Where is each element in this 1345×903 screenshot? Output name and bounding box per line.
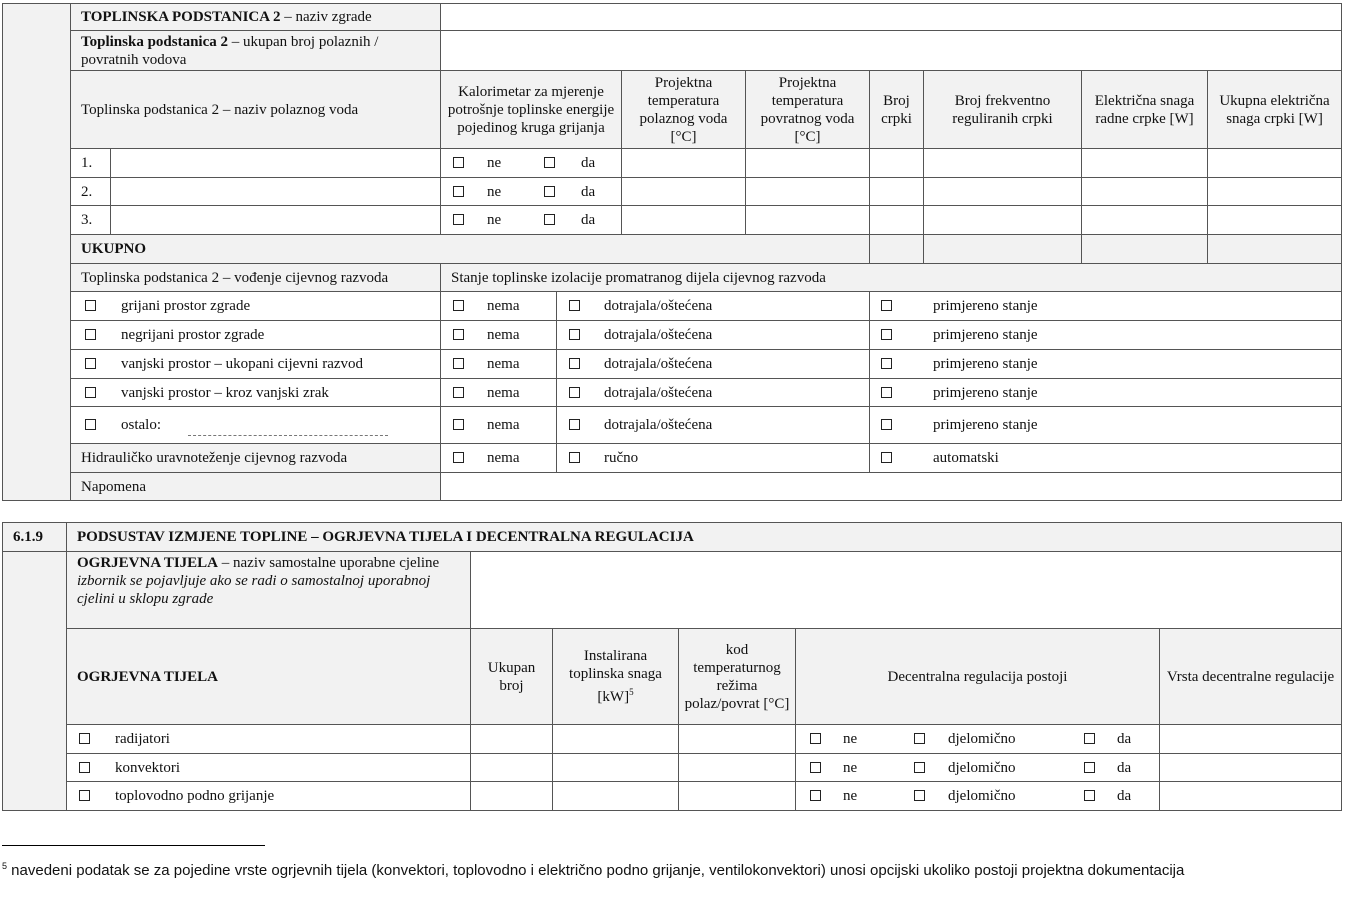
other-input-line[interactable] — [188, 435, 388, 436]
circuit-name-input[interactable] — [110, 177, 441, 207]
row-number-text: 3. — [81, 212, 93, 228]
option-label: dotrajala/oštećena — [604, 356, 713, 372]
option-label: ne — [843, 731, 858, 747]
header-text: Kalorimetar za mjerenje potrošnje toplinske energije pojedinog kruga grijanja — [447, 83, 615, 136]
insulation-damaged[interactable] — [556, 349, 870, 379]
label-text: Napomena — [81, 478, 146, 495]
checkbox[interactable] — [810, 733, 821, 744]
section-gutter — [2, 551, 67, 811]
checkbox[interactable] — [453, 387, 464, 398]
building-name-input[interactable] — [440, 3, 1342, 31]
note-label — [70, 472, 441, 501]
checkbox[interactable] — [453, 157, 464, 168]
checkbox[interactable] — [85, 419, 96, 430]
checkbox[interactable] — [1084, 762, 1095, 773]
footnote-divider — [2, 845, 265, 846]
option-label: toplovodno podno grijanje — [115, 788, 275, 804]
checkbox[interactable] — [85, 358, 96, 369]
hydraulic-option-manual[interactable] — [556, 443, 870, 473]
supply-temp-input[interactable] — [621, 148, 746, 178]
row-number — [70, 205, 111, 235]
option-label: da — [1117, 760, 1132, 776]
header-return-temp — [745, 70, 870, 149]
checkbox[interactable] — [810, 762, 821, 773]
hydraulic-label — [70, 443, 441, 473]
option-label: radijatori — [115, 731, 170, 747]
checkbox[interactable] — [569, 300, 580, 311]
header-decentral — [795, 628, 1160, 725]
option-label: ručno — [604, 450, 639, 466]
header-temp-regime — [678, 628, 796, 725]
note-input[interactable] — [440, 472, 1342, 501]
option-label: grijani prostor zgrade — [121, 298, 251, 314]
header-decentral-type — [1159, 628, 1342, 725]
label-rest: – naziv zgrade — [280, 9, 372, 25]
total-pump-count[interactable] — [869, 234, 924, 264]
checkbox[interactable] — [544, 186, 555, 197]
header-freq-pumps — [923, 70, 1082, 149]
checkbox[interactable] — [914, 790, 925, 801]
checkbox[interactable] — [1084, 790, 1095, 801]
checkbox[interactable] — [914, 762, 925, 773]
header-text: Broj crpki — [881, 92, 912, 127]
insulation-header — [440, 263, 1342, 292]
checkbox[interactable] — [881, 329, 892, 340]
header-text: Toplinska podstanica 2 – naziv polaznog voda — [81, 101, 359, 118]
insulation-ok[interactable] — [869, 320, 1342, 350]
header-text: Broj frekventno reguliranih crpki — [952, 92, 1053, 127]
label-bold: TOPLINSKA PODSTANICA 2 — [81, 9, 281, 25]
insulation-none[interactable] — [440, 349, 557, 379]
heating-bodies-header — [66, 628, 471, 725]
option-label: primjereno stanje — [933, 327, 1038, 343]
section-title — [66, 522, 1342, 552]
checkbox[interactable] — [85, 387, 96, 398]
option-label: djelomično — [948, 788, 1016, 804]
count-input[interactable] — [470, 781, 553, 811]
row-number-text: 2. — [81, 184, 93, 200]
header-supply-temp — [621, 70, 746, 149]
option-label: nema — [487, 356, 520, 372]
option-label: automatski — [933, 450, 999, 466]
row-number — [70, 177, 111, 207]
option-label: primjereno stanje — [933, 298, 1038, 314]
option-label: vanjski prostor – ukopani cijevni razvod — [121, 356, 364, 372]
option-label: primjereno stanje — [933, 384, 1038, 401]
header-text: Instalirana toplinska snaga [kW] — [569, 648, 662, 705]
option-label: ne — [487, 184, 502, 200]
option-label: ne — [487, 212, 502, 228]
header-text: Stanje toplinske izolacije promatranog dijela cijevnog razvoda — [451, 269, 826, 286]
header-text: Toplinska podstanica 2 – vođenje cijevnog razvoda — [81, 269, 389, 286]
unit-name-select[interactable] — [470, 551, 1342, 629]
circuit-name-input[interactable] — [110, 205, 441, 235]
circuit-name-header — [70, 70, 441, 149]
total-pump-power[interactable] — [1081, 234, 1208, 264]
option-label: da — [581, 212, 596, 228]
temp-regime-input[interactable] — [678, 781, 796, 811]
freq-pumps-input[interactable] — [923, 205, 1082, 235]
routing-option[interactable] — [70, 378, 441, 407]
header-pump-power — [1081, 70, 1208, 149]
total-power[interactable] — [1207, 234, 1342, 264]
temp-regime-input[interactable] — [678, 724, 796, 754]
calorimeter-options[interactable] — [440, 177, 622, 207]
header-power — [552, 628, 679, 725]
row-number — [70, 148, 111, 178]
hydraulic-option-none[interactable] — [440, 443, 557, 473]
option-label: ne — [843, 788, 858, 804]
power-input[interactable] — [552, 781, 679, 811]
checkbox[interactable] — [453, 452, 464, 463]
option-label: dotrajala/oštećena — [604, 327, 713, 343]
header-total-power — [1207, 70, 1342, 149]
insulation-ok[interactable] — [869, 406, 1342, 444]
count-input[interactable] — [470, 724, 553, 754]
circuit-name-input[interactable] — [110, 148, 441, 178]
return-temp-input[interactable] — [745, 177, 870, 207]
heating-body-option[interactable] — [66, 724, 471, 754]
total-power-input[interactable] — [1207, 205, 1342, 235]
insulation-none[interactable] — [440, 291, 557, 321]
checkbox[interactable] — [881, 300, 892, 311]
supply-temp-input[interactable] — [621, 205, 746, 235]
header-calorimeter — [440, 70, 622, 149]
footnote — [2, 855, 1302, 882]
header-text: Projektna temperatura polaznog voda [°C] — [639, 74, 728, 145]
option-label: djelomično — [948, 760, 1016, 776]
checkbox[interactable] — [569, 329, 580, 340]
option-label: dotrajala/oštećena — [604, 298, 713, 314]
header-count — [470, 628, 553, 725]
routing-option[interactable] — [70, 349, 441, 379]
pump-power-input[interactable] — [1081, 205, 1208, 235]
checkbox[interactable] — [85, 300, 96, 311]
return-temp-input[interactable] — [745, 148, 870, 178]
checkbox[interactable] — [453, 419, 464, 430]
power-input[interactable] — [552, 724, 679, 754]
checkbox[interactable] — [79, 733, 90, 744]
freq-pumps-input[interactable] — [923, 177, 1082, 207]
checkbox[interactable] — [544, 214, 555, 225]
section-gutter — [2, 3, 71, 501]
total-freq-pumps[interactable] — [923, 234, 1082, 264]
option-label: primjereno stanje — [933, 417, 1038, 433]
header-text: OGRJEVNA TIJELA — [77, 668, 219, 685]
label-hint: izbornik se pojavljuje ako se radi o samostalnoj uporabnoj cjelini u sklopu zgrade — [77, 573, 431, 607]
checkbox[interactable] — [881, 387, 892, 398]
heating-body-option[interactable] — [66, 781, 471, 811]
routing-header — [70, 263, 441, 292]
insulation-damaged[interactable] — [556, 320, 870, 350]
checkbox[interactable] — [881, 358, 892, 369]
insulation-none[interactable] — [440, 378, 557, 407]
routing-option[interactable] — [70, 320, 441, 350]
checkbox[interactable] — [1084, 733, 1095, 744]
option-label: vanjski prostor – kroz vanjski zrak — [121, 384, 329, 401]
option-label: da — [581, 155, 596, 171]
option-label: konvektori — [115, 760, 180, 776]
checkbox[interactable] — [569, 358, 580, 369]
option-label: primjereno stanje — [933, 356, 1038, 372]
checkbox[interactable] — [453, 300, 464, 311]
option-label: da — [581, 184, 596, 200]
total-row-label — [70, 234, 870, 264]
option-label: nema — [487, 327, 520, 343]
freq-pumps-input[interactable] — [923, 148, 1082, 178]
insulation-ok[interactable] — [869, 291, 1342, 321]
decentral-type-input[interactable] — [1159, 753, 1342, 783]
footnote-mark: 5 — [2, 861, 8, 871]
checkbox[interactable] — [544, 157, 555, 168]
checkbox[interactable] — [569, 419, 580, 430]
decentral-type-input[interactable] — [1159, 724, 1342, 754]
label-bold: OGRJEVNA TIJELA — [77, 555, 219, 571]
decentral-options[interactable] — [795, 781, 1160, 811]
count-input[interactable] — [470, 753, 553, 783]
option-label: ostalo: — [121, 417, 161, 433]
option-label: nema — [487, 417, 520, 433]
calorimeter-options[interactable] — [440, 148, 622, 178]
option-label: nema — [487, 384, 520, 401]
header-text: Vrsta decentralne regulacije — [1166, 668, 1335, 685]
decentral-options[interactable] — [795, 724, 1160, 754]
section-number-text: 6.1.9 — [13, 529, 43, 545]
header-text: Električna snaga radne crpke [W] — [1094, 92, 1195, 127]
total-label: UKUPNO — [81, 241, 146, 257]
checkbox[interactable] — [569, 387, 580, 398]
checkbox[interactable] — [569, 452, 580, 463]
insulation-damaged[interactable] — [556, 378, 870, 407]
option-label: djelomično — [948, 731, 1016, 747]
footnote-text: navedeni podatak se za pojedine vrste ogrjevnih tijela (konvektori, toplovodno i električno podno grijanje, ventilokonvektori) unosi opcijski ukoliko postoji projektna dokumentacija — [7, 862, 1185, 879]
header-text: Projektna temperatura povratnog voda [°C] — [760, 74, 855, 145]
return-temp-input[interactable] — [745, 205, 870, 235]
option-label: nema — [487, 450, 520, 466]
routing-option[interactable] — [70, 406, 441, 444]
option-label: ne — [843, 760, 858, 776]
supply-temp-input[interactable] — [621, 177, 746, 207]
checkbox[interactable] — [914, 733, 925, 744]
pump-count-input[interactable] — [869, 205, 924, 235]
insulation-damaged[interactable] — [556, 406, 870, 444]
option-label: da — [1117, 731, 1132, 747]
checkbox[interactable] — [79, 762, 90, 773]
total-power-input[interactable] — [1207, 177, 1342, 207]
option-label: negrijani prostor zgrade — [121, 327, 265, 343]
section-number — [2, 522, 67, 552]
insulation-damaged[interactable] — [556, 291, 870, 321]
header-text: Ukupan broj — [487, 659, 536, 694]
header-text: Ukupna električna snaga crpki [W] — [1219, 92, 1330, 127]
checkbox[interactable] — [453, 329, 464, 340]
checkbox[interactable] — [453, 358, 464, 369]
insulation-ok[interactable] — [869, 378, 1342, 407]
footnote-ref: 5 — [629, 687, 634, 697]
unit-name-label — [66, 551, 471, 629]
checkbox[interactable] — [881, 452, 892, 463]
pump-count-input[interactable] — [869, 177, 924, 207]
option-label: dotrajala/oštećena — [604, 417, 713, 433]
label-rest: – ukupan broj polaznih / povratnih vodova — [81, 33, 379, 68]
option-label: ne — [487, 155, 502, 171]
checkbox[interactable] — [810, 790, 821, 801]
circuit-count-label — [70, 30, 441, 71]
insulation-ok[interactable] — [869, 349, 1342, 379]
option-label: nema — [487, 298, 520, 314]
temp-regime-input[interactable] — [678, 753, 796, 783]
option-label: dotrajala/oštećena — [604, 384, 713, 401]
header-text: Decentralna regulacija postoji — [887, 668, 1068, 685]
calorimeter-options[interactable] — [440, 205, 622, 235]
insulation-none[interactable] — [440, 406, 557, 444]
power-input[interactable] — [552, 753, 679, 783]
label-bold: Toplinska podstanica 2 — [81, 33, 229, 50]
checkbox[interactable] — [85, 329, 96, 340]
section-title-text: PODSUSTAV IZMJENE TOPLINE – OGRJEVNA TIJELA I DECENTRALNA REGULACIJA — [77, 529, 694, 545]
checkbox[interactable] — [453, 186, 464, 197]
decentral-options[interactable] — [795, 753, 1160, 783]
checkbox[interactable] — [453, 214, 464, 225]
decentral-type-input[interactable] — [1159, 781, 1342, 811]
hydraulic-option-auto[interactable] — [869, 443, 1342, 473]
option-label: da — [1117, 788, 1132, 804]
label-rest: – naziv samostalne uporabne cjeline — [218, 555, 440, 571]
pump-power-input[interactable] — [1081, 177, 1208, 207]
total-power-input[interactable] — [1207, 148, 1342, 178]
insulation-none[interactable] — [440, 320, 557, 350]
checkbox[interactable] — [881, 419, 892, 430]
routing-option[interactable] — [70, 291, 441, 321]
row-number-text: 1. — [81, 155, 93, 171]
label-text: Hidrauličko uravnoteženje cijevnog razvoda — [81, 450, 348, 466]
circuit-count-input[interactable] — [440, 30, 1342, 71]
pump-power-input[interactable] — [1081, 148, 1208, 178]
heating-body-option[interactable] — [66, 753, 471, 783]
pump-count-input[interactable] — [869, 148, 924, 178]
header-text: kod temperaturnog režima polaz/povrat [°C] — [684, 641, 790, 712]
building-name-label — [70, 3, 441, 31]
checkbox[interactable] — [79, 790, 90, 801]
header-pump-count — [869, 70, 924, 149]
